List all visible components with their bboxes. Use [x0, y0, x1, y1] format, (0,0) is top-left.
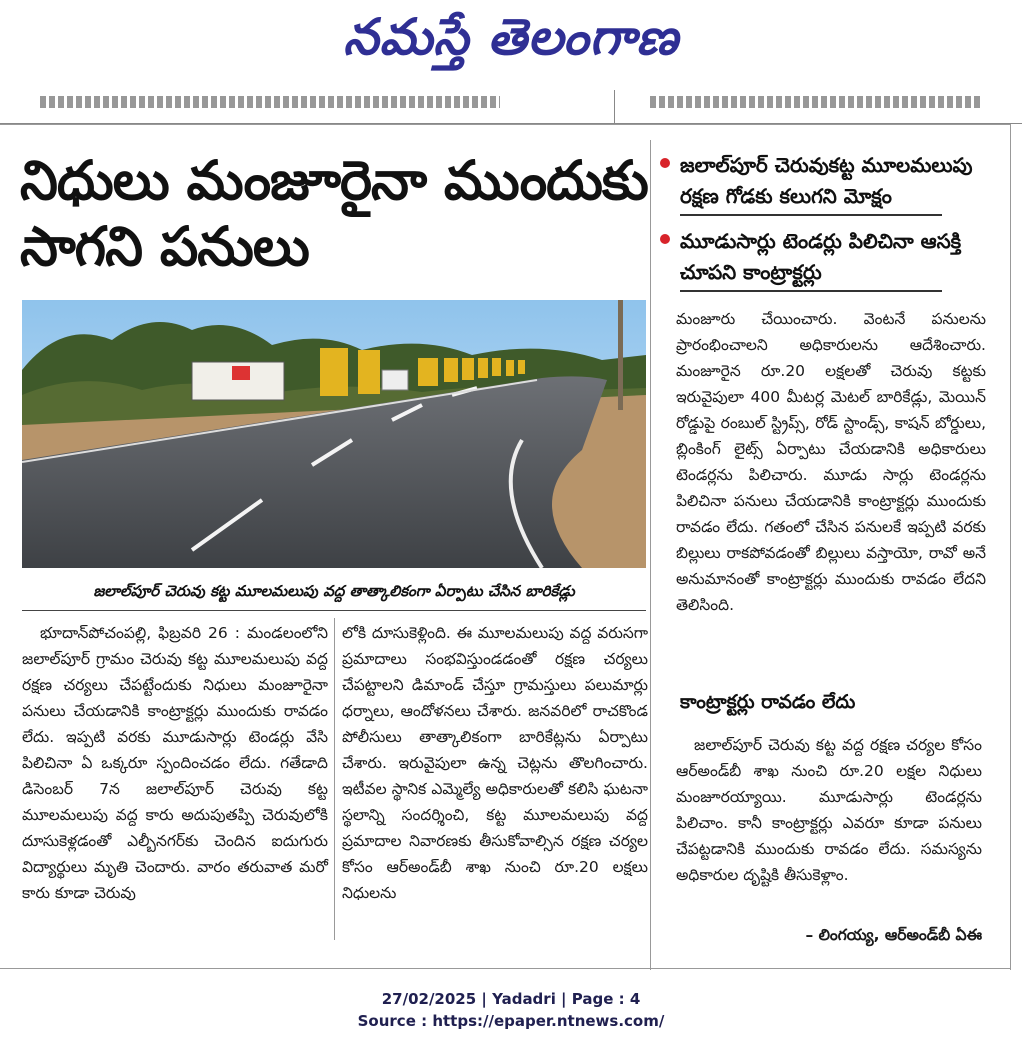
newspaper-logo: నమస్తే తెలంగాణ: [343, 8, 679, 66]
cropped-text-fragment: [650, 96, 980, 108]
bullet-underline: [680, 290, 942, 292]
article-subheading: కాంట్రాక్టర్లు రావడం లేదు: [680, 691, 856, 713]
quote-paragraph: జలాల్‌పూర్ చెరువు కట్ట వద్ద రక్షణ చర్యల కోసం ఆర్‌అండ్‌బీ శాఖ నుంచి రూ.20 లక్షల నిధులు మంజూరయ్యాయి. మూడుసార్లు టెండర్లను పిలిచాం. కానీ కాంట్రాక్టర్లు ఎవరూ కూడా పనులు చేపట్టడానికి ముందుకు రావడం లేదు. సమస్యను అధికారుల దృష్టికి తీసుకెళ్లాం.: [676, 736, 982, 884]
horizontal-rule: [0, 124, 1010, 125]
column-divider: [334, 618, 335, 940]
bullet-dot-icon: [660, 158, 670, 168]
bullet-dot-icon: [660, 234, 670, 244]
bullet-text: మూడుసార్లు టెండర్లు పిలిచినా ఆసక్తి చూపని కాంట్రాక్టర్లు: [680, 229, 962, 284]
column-divider: [614, 90, 615, 124]
article-paragraph: లోకి దూసుకెళ్లింది. ఈ మూలమలుపు వద్ద వరుసగా ప్రమాదాలు సంభవిస్తుండడంతో రక్షణ చర్యలు చేపట్టాలని డిమాండ్ చేస్తూ గ్రామస్తులు పలుమార్లు ధర్నాలు, ఆందోళనలు చేశారు. జనవరిలో రాచకొండ పోలీసులు తాత్కాలికంగా బారికేట్లను ఏర్పాటు చేశారు. ఇరువైపులా ఉన్న చెట్లను తొలగించారు. ఇటీవల స్థానిక ఎమ్మెల్యే అధికారులతో కలిసి ఘటనా స్థలాన్ని సందర్శించి, కట్ట మూలమలుపు వద్ద ప్రమాదాల నివారణకు తీసుకోవాల్సిన రక్షణ చర్యల కోసం ఆర్‌అండ్‌బీ శాఖ నుంచి రూ.20 లక్షలు నిధులను: [342, 624, 648, 902]
caption-rule: [22, 610, 646, 611]
horizontal-rule: [0, 968, 1010, 969]
photo-caption: జలాల్‌పూర్ చెరువు కట్ట మూలమలుపు వద్ద తాత్కాలికంగా ఏర్పాటు చేసిన బారికేడ్లు: [93, 582, 575, 600]
bullet-item: [660, 226, 1000, 292]
cropped-text-fragment: [40, 96, 500, 108]
article-paragraph: భూదాన్‌పోచంపల్లి, ఫిబ్రవరి 26 : మండలంలోని జలాల్‌పూర్ గ్రామం చెరువు కట్ట మూలమలుపు వద్ద రక్షణ చర్యలు చేపట్టేందుకు నిధులు మంజూరైనా పనులు చేయడానికి కాంట్రాక్టర్లు ముందుకు రావడం లేదు. ఇప్పటి వరకు మూడుసార్లు టెండర్లు వేసి పిలిచినా ఏ ఒక్కరూ స్పందించడం లేదు. గతేడాది డిసెంబర్ 7న జలాల్‌పూర్ చెరువు కట్ట మూలమలుపు వద్ద కారు అదుపుతప్పి చెరువులోకి దూసుకెళ్లడంతో ఎల్బీనగర్‌కు చెందిన ఐదుగురు విద్యార్థులు మృతి చెందారు. వారం తరువాత మరో కారు కూడా చెరువు: [22, 624, 328, 902]
highlight-bullets: [660, 150, 1000, 302]
article-column-1: [22, 620, 328, 906]
article-column-3: [676, 306, 986, 618]
article-photo: [22, 300, 646, 568]
article-paragraph: మంజూరు చేయించారు. వెంటనే పనులను ప్రారంభించాలని అధికారులను ఆదేశించారు. మంజూరైన రూ.20 లక్షలతో చెరువు కట్టకు ఇరువైపులా 400 మీటర్ల మెటల్ బారికేడ్లు, మెయిన్ రోడ్డుపై రంబుల్ స్ట్రిప్స్, రోడ్ స్టాండ్స్, కాషన్ బోర్డులు, బ్లింకింగ్ లైట్స్ ఏర్పాటు చేయడానికి అధికారులు టెండర్లను పిలిచారు. మూడు సార్లు టెండర్లను పిలిచినా పనులు చేయడానికి కాంట్రాక్టర్లు ముందుకు రావడం లేదు. గతంలో చేసిన పనులకే ఇప్పటి వరకు బిల్లులు రాకపోవడంతో బిల్లులు వస్తాయో, రావో అనే అనుమానంతో కాంట్రాక్టర్లు ముందుకు రావడం లేదని తెలిసింది.: [676, 310, 986, 614]
bullet-item: [660, 150, 1000, 216]
quote-attribution: – లింగయ్య, ఆర్‌అండ్‌బీ ఏఈ: [805, 926, 982, 944]
bullet-underline: [680, 214, 942, 216]
bullet-text: జలాల్‌పూర్ చెరువుకట్ట మూలమలుపు రక్షణ గోడకు కలుగని మోక్షం: [680, 153, 973, 208]
quote-column: [676, 732, 982, 888]
footer-date-page: 27/02/2025 | Yadadri | Page : 4: [381, 990, 641, 1008]
masthead: [0, 0, 1022, 90]
road-photo-illustration: [22, 300, 646, 568]
page-edge-rule: [1010, 124, 1011, 970]
page-footer: [0, 988, 1022, 1032]
footer-source-link[interactable]: Source : https://epaper.ntnews.com/: [357, 1012, 665, 1030]
cropped-top-strip: [0, 90, 1022, 124]
article-column-2: [342, 620, 648, 906]
article-headline: నిధులు మంజూరైనా ముందుకు సాగని పనులు: [20, 149, 648, 278]
column-divider: [650, 140, 651, 970]
